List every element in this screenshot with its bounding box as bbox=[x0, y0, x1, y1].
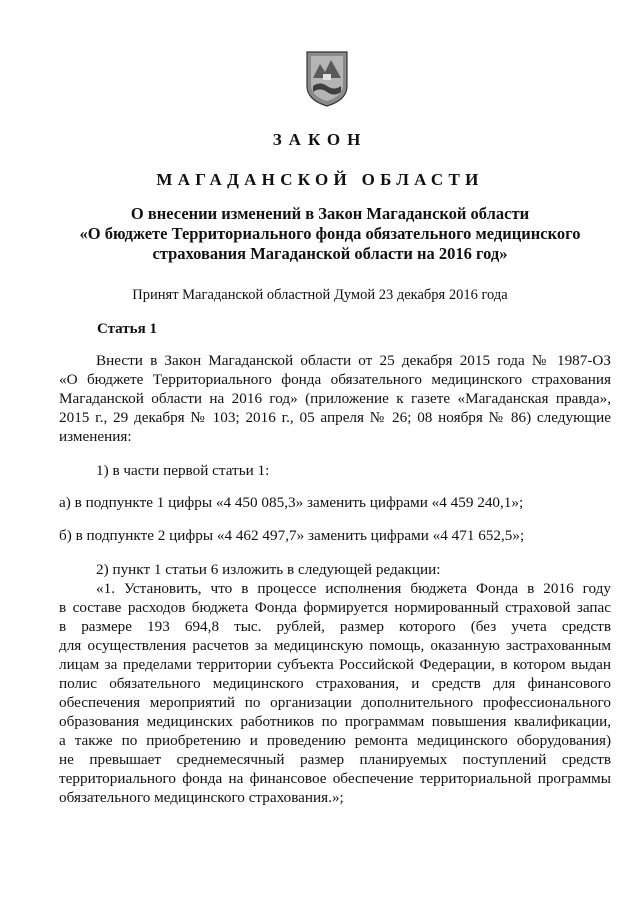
coat-of-arms-icon bbox=[305, 50, 349, 108]
intro-line: «О бюджете Территориального фонда обязательного медицинского страхования bbox=[59, 371, 611, 388]
article-title: Статья 1 bbox=[97, 321, 157, 337]
item-2: 2) пункт 1 статьи 6 изложить в следующей редакции: bbox=[96, 561, 441, 578]
intro-line: Внести в Закон Магаданской области от 25 декабря 2015 года № 1987-ОЗ bbox=[96, 352, 611, 369]
title-line: О внесении изменений в Закон Магаданской области bbox=[130, 204, 530, 223]
quote-line: не превышает среднемесячный размер планируемых поступлений средств bbox=[59, 751, 611, 768]
intro-line: изменения: bbox=[59, 428, 132, 445]
quote-line: лицам за пределами территории субъекта Российской Федерации, в котором выдан bbox=[59, 656, 611, 673]
law-heading: ЗАКОН bbox=[272, 130, 368, 149]
quote-line: в размере 193 694,8 тыс. рублей, размер которого (без учета средств bbox=[59, 618, 611, 635]
quote-line: обеспечения мероприятий по организации дополнительного профессионального bbox=[59, 694, 611, 711]
title-line: страхования Магаданской области на 2016 год» bbox=[152, 244, 508, 263]
intro-line: Магаданской области на 2016 год» (приложение к газете «Магаданская правда», bbox=[59, 390, 611, 407]
region-heading: МАГАДАНСКОЙ ОБЛАСТИ bbox=[156, 170, 484, 189]
quote-line: в составе расходов бюджета Фонда формируется нормированный страховой запас bbox=[59, 599, 611, 616]
adoption-note: Принят Магаданской областной Думой 23 декабря 2016 года bbox=[132, 287, 508, 303]
item-1: 1) в части первой статьи 1: bbox=[96, 462, 270, 479]
quote-line: полис обязательного медицинского страхования, и средств для финансового bbox=[59, 675, 611, 692]
quote-line: образования медицинских работников по программам повышения квалификации, bbox=[59, 713, 611, 730]
item-1b: б) в подпункте 2 цифры «4 462 497,7» заменить цифрами «4 471 652,5»; bbox=[59, 527, 525, 544]
intro-line: 2015 г., 29 декабря № 103; 2016 г., 05 апреля № 26; 08 ноября № 86) следующие bbox=[59, 409, 611, 426]
quote-line: территориального фонда на финансовое обеспечение территориальной программы bbox=[59, 770, 611, 787]
title-line: «О бюджете Территориального фонда обязательного медицинского bbox=[79, 224, 581, 243]
law-title bbox=[60, 204, 600, 264]
quote-line: а также по приобретению и проведению ремонта медицинского оборудования) bbox=[59, 732, 611, 749]
quote-line: для осуществления расчетов за медицинскую помощь, оказанную застрахованным bbox=[59, 637, 611, 654]
quote-line: обязательного медицинского страхования.»; bbox=[59, 789, 344, 806]
item-1a: а) в подпункте 1 цифры «4 450 085,3» заменить цифрами «4 459 240,1»; bbox=[59, 494, 524, 511]
quote-line: «1. Установить, что в процессе исполнения бюджета Фонда в 2016 году bbox=[96, 580, 611, 597]
